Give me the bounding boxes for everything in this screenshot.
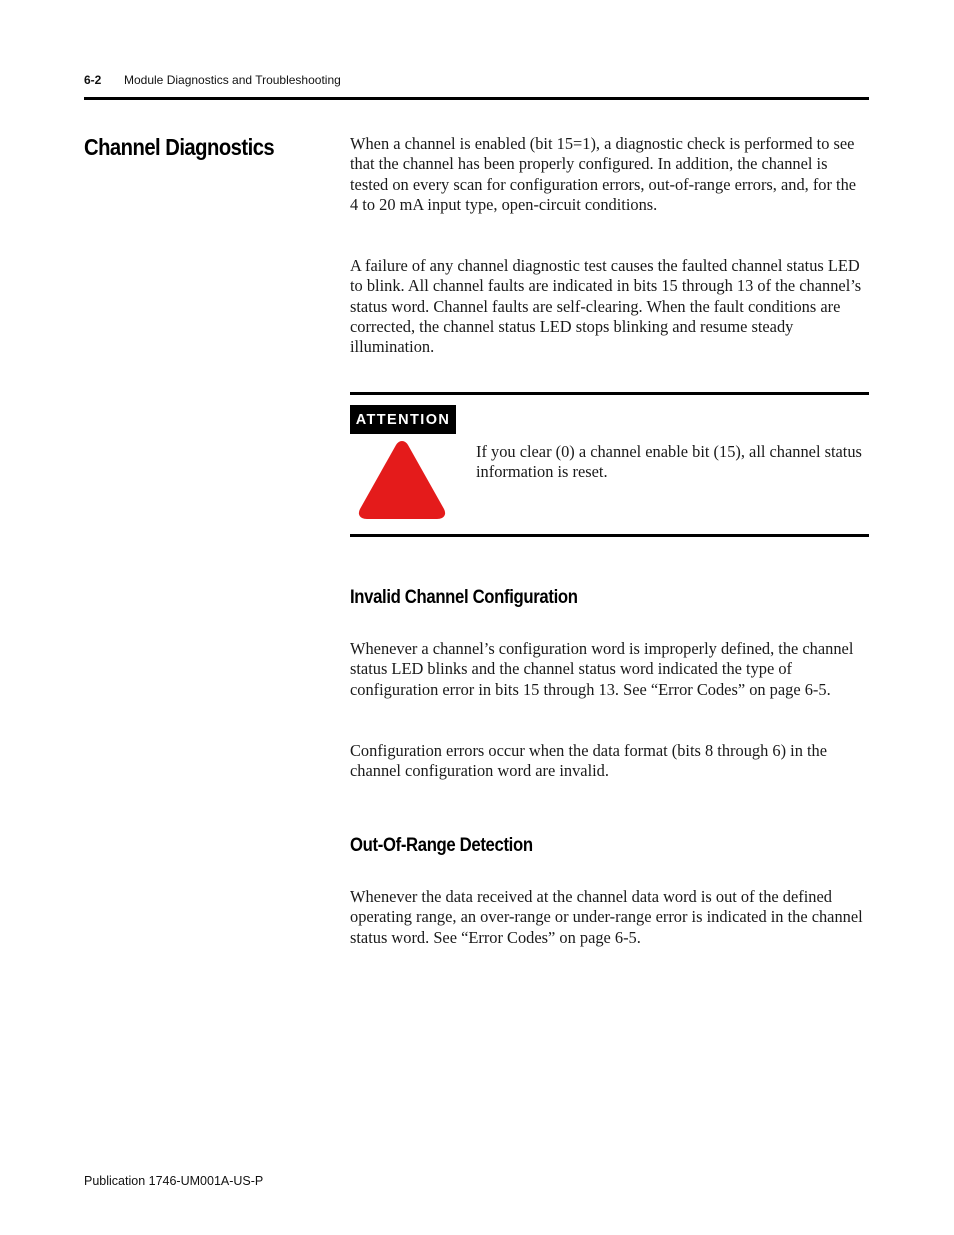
out-of-range-title: Out-Of-Range Detection	[350, 835, 533, 856]
invalid-config-paragraph-1: Whenever a channel’s configuration word is improperly defined, the channel status LED blinks and the channel status word indicated the type of configuration error in bits 15 through 13. See “Error Codes” on page 6-5.	[350, 639, 854, 699]
channel-diagnostics-paragraph-1: When a channel is enabled (bit 15=1), a diagnostic check is performed to see that the channel has been properly configured. In addition, the channel is tested on every scan for configuration errors, out-of-range errors, and, for the 4 to 20 mA input type, open-circuit conditions.	[350, 134, 857, 214]
page-header	[84, 73, 869, 87]
page-number: 6-2	[84, 73, 102, 87]
attention-top-rule	[350, 392, 869, 395]
section-title: Channel Diagnostics	[84, 134, 275, 160]
attention-bottom-rule	[350, 534, 869, 537]
header-divider	[84, 97, 869, 100]
attention-text: If you clear (0) a channel enable bit (15), all channel status information is reset.	[476, 442, 862, 482]
invalid-config-paragraph-2: Configuration errors occur when the data format (bits 8 through 6) in the channel configuration word are invalid.	[350, 741, 828, 781]
invalid-config-title: Invalid Channel Configuration	[350, 587, 578, 608]
out-of-range-paragraph-1: Whenever the data received at the channel data word is out of the defined operating range, an over-range or under-range error is indicated in the channel status word. See “Error Codes” on page 6-5.	[350, 887, 863, 947]
running-title: Module Diagnostics and Troubleshooting	[124, 73, 341, 87]
channel-diagnostics-paragraph-2: A failure of any channel diagnostic test causes the faulted channel status LED to blink. All channel faults are indicated in bits 15 through 13 of the channel’s status word. Channel faults are self-clearing. When the fault conditions are corrected, the channel status LED stops blinking and resume steady illumination.	[350, 256, 862, 357]
warning-triangle-icon	[357, 437, 447, 522]
publication-footer: Publication 1746-UM001A-US-P	[84, 1174, 264, 1188]
attention-label: ATTENTION	[350, 405, 456, 434]
